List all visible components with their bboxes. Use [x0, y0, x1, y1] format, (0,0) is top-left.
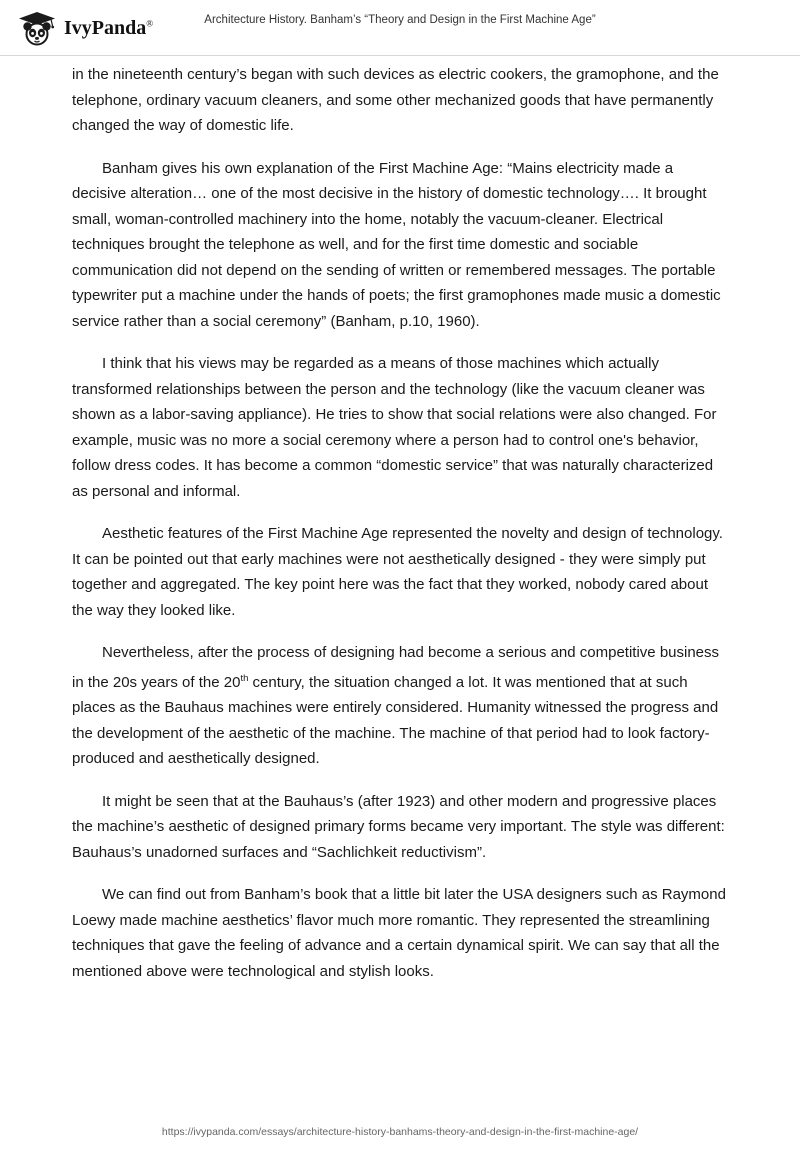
page-header [0, 0, 800, 56]
brand-registered-mark: ® [146, 17, 154, 28]
paragraph-text-after-ordinal: century, the situation changed a lot. It was mentioned that at such places as the Bauhaus machines were entirely considered. Humanity witnessed the progress and the development of the aesthetic of the machine. The machine of that period had to look factory-produced and aesthetically designed. [72, 673, 719, 767]
paragraph: Banham gives his own explanation of the First Machine Age: “Mains electricity made a decisive alteration… one of the most decisive in the history of domestic technology…. It brought small, woman-controlled machinery into the home, notably the vacuum-cleaner. Electrical techniques brought the telephone as well, and for the first time domestic and sociable communication did not depend on the sending of written or remembered messages. The portable typewriter put a machine under the hands of poets; the first gramophones made music a domestic service rather than a social ceremony” (Banham, p.10, 1960). [72, 159, 721, 330]
paragraph-with-ordinal [72, 640, 728, 772]
paragraph: We can find out from Banham’s book that a little bit later the USA designers such as Raymond Loewy made machine aesthetics’ flavor much more romantic. They represented the streamlining techniques that gave the feeling of advance and a certain dynamical spirit. We can say that all the mentioned above were technological and stylish looks. [72, 886, 726, 980]
footer-source-url[interactable]: https://ivypanda.com/essays/architecture-history-banhams-theory-and-design-in-the-first-machine-age/ [161, 1126, 639, 1138]
document-body [72, 62, 728, 1001]
paragraph-text-before-ordinal: Nevertheless, after the process of designing had become a serious and competitive business in the 20s years of the 20 [72, 644, 720, 691]
ordinal-suffix: th [240, 672, 249, 684]
paragraph: I think that his views may be regarded as a means of those machines which actually transformed relationships between the person and the technology (like the vacuum cleaner was shown as a labor-saving appliance). He tries to show that social relations were also changed. For example, music was no more a social ceremony where a person had to control one's behavior, follow dress codes. It has become a common “domestic service” that was naturally characterized as personal and informal. [72, 355, 717, 500]
paragraph: in the nineteenth century’s began with such devices as electric cookers, the gramophone, and the telephone, ordinary vacuum cleaners, and some other mechanized goods that have permanently changed the way of domestic life. [72, 66, 719, 134]
brand-name-text: IvyPanda [64, 16, 147, 39]
paragraph: Aesthetic features of the First Machine Age represented the novelty and design of technology. It can be pointed out that early machines were not aesthetically designed - they were simply put together and aggregated. The key point here was the fact that they worked, nobody cared about the way they looked like. [72, 525, 723, 619]
page-title: Architecture History. Banham’s “Theory and Design in the First Machine Age” [204, 14, 596, 26]
paragraph: It might be seen that at the Bauhaus’s (after 1923) and other modern and progressive places the machine’s aesthetic of designed primary forms became very important. The style was different: Bauhaus’s unadorned surfaces and “Sachlichkeit reductivism”. [72, 792, 725, 861]
